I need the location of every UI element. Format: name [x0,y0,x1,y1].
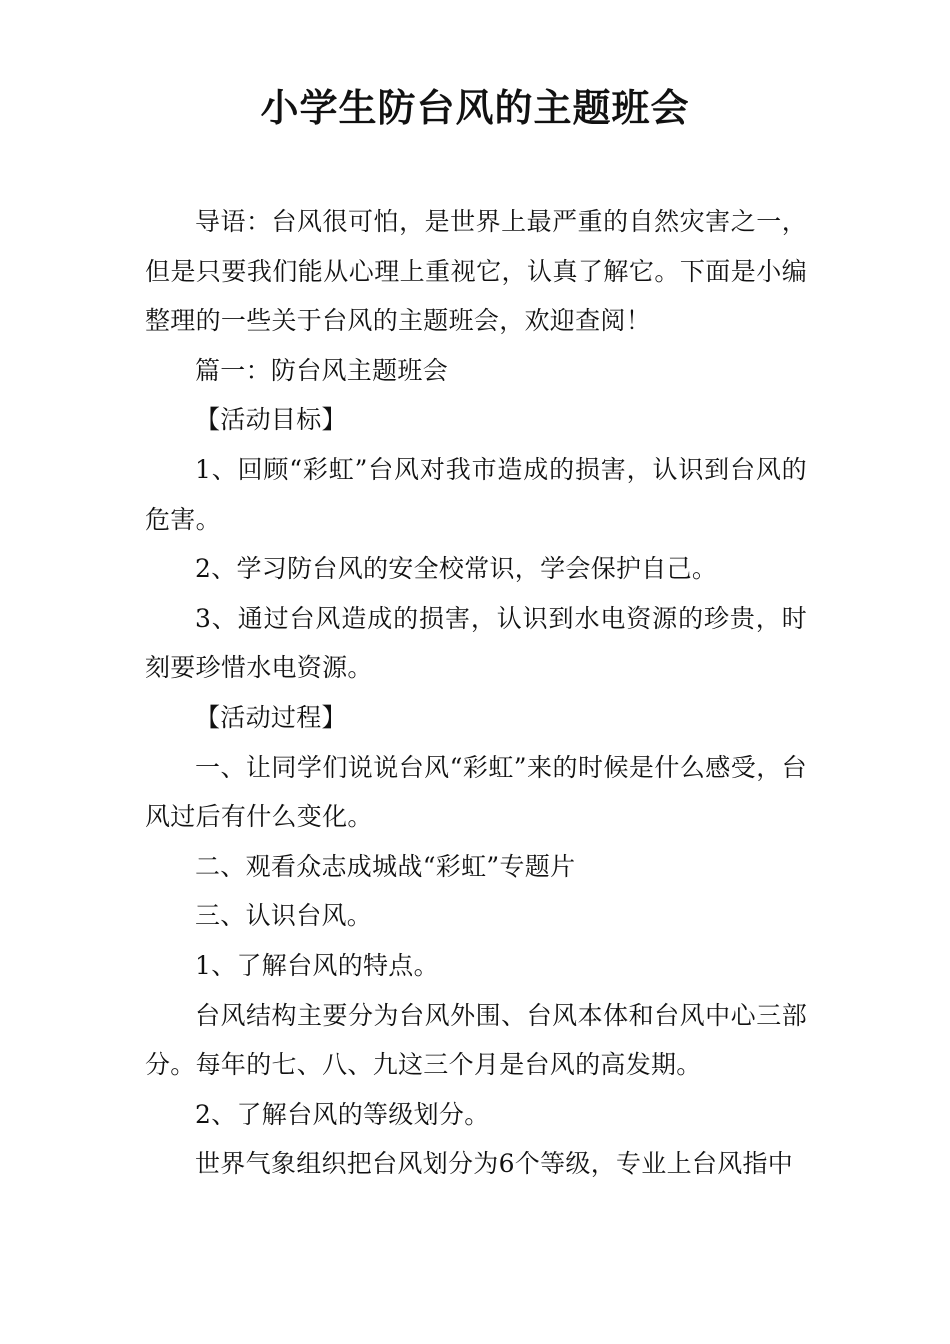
body-paragraph: 台风结构主要分为台风外围、台风本体和台风中心三部分。每年的七、八、九这三个月是台风的高发期。 [145,1000,807,1080]
list-item: 三、认识台风。 [195,901,373,931]
list-item: 1、了解台风的特点。 [195,950,439,980]
list-item: 一、让同学们说说台风“彩虹”来的时候是什么感受，台风过后有什么变化。 [145,752,807,832]
document-title: 小学生防台风的主题班会 [260,86,690,130]
list-item: 2、了解台风的等级划分。 [195,1099,490,1129]
body-paragraph: 世界气象组织把台风划分为6个等级，专业上台风指中 [195,1149,794,1179]
list-item: 1、回顾“彩虹”台风对我市造成的损害，认识到台风的危害。 [145,454,807,534]
subsection-heading: 【活动目标】 [195,405,347,435]
list-item: 2、学习防台风的安全校常识，学会保护自己。 [195,554,718,584]
intro-paragraph: 导语：台风很可怕，是世界上最严重的自然灾害之一，但是只要我们能从心理上重视它，认真了解它。下面是小编整理的一些关于台风的主题班会，欢迎查阅！ [145,207,807,336]
list-item: 3、通过台风造成的损害，认识到水电资源的珍贵，时刻要珍惜水电资源。 [145,603,807,683]
document-body [145,197,807,1189]
subsection-heading: 【活动过程】 [195,702,347,732]
section-heading: 篇一：防台风主题班会 [195,355,449,385]
list-item: 二、观看众志成城战“彩虹”专题片 [195,851,576,881]
